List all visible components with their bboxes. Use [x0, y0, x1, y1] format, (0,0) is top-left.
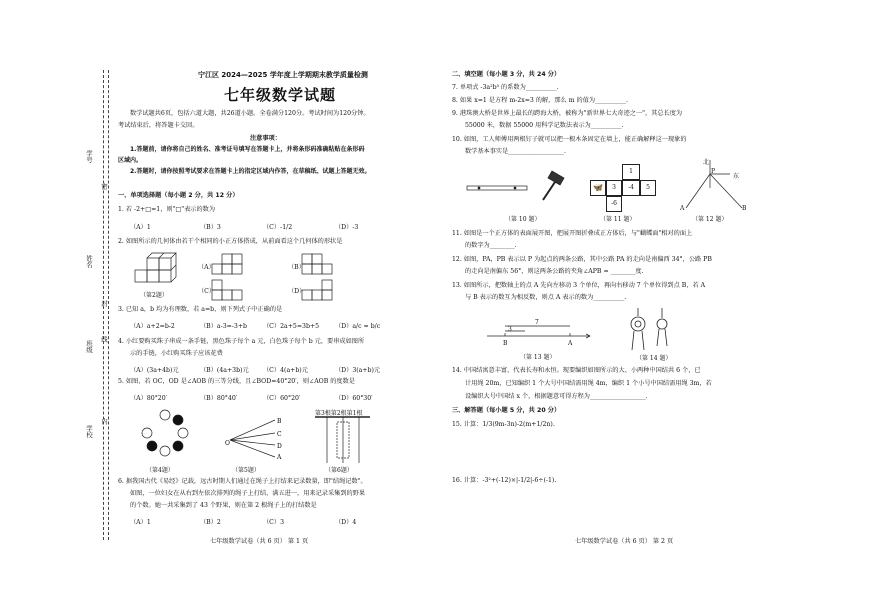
- question-4-line-1: 4. 小红要购买珠子串成一条手链，黑色珠子每个 a 元，白色珠子每个 b 元，要串成如图所: [118, 338, 365, 345]
- side-name-label: 姓名: [85, 255, 93, 268]
- exam-header: 宁江区 2024—2025 学年度上学期期末教学质量检测: [198, 71, 368, 79]
- svg-text:C: C: [277, 431, 282, 438]
- q2-view-a: [210, 252, 246, 276]
- q2-view-c: [210, 278, 246, 302]
- notice-2: 2.答题时，请你按照考试要求在答题卡上的指定区域内作答，在草稿纸、试题上答题无效。: [130, 168, 371, 175]
- side-number-label: 学号: [85, 150, 93, 163]
- q1-option-a: （A）1: [130, 224, 151, 231]
- question-14-line-1: 14. 中国结寓意丰富，代表长寿和永恒。现要编织如图所示的大、小两种中国结共 6 个，已: [452, 367, 701, 374]
- question-15: 15. 计算：1/3(9m-3n)-2(m+1/2n).: [452, 421, 555, 428]
- net-face-top: 1: [622, 164, 640, 180]
- side-seal-2: 封: [100, 300, 108, 307]
- question-14-line-3: 设编织大号中国结 x 个，根据题意可得方程为__________________.: [465, 393, 648, 400]
- q5-option-b: （B）80°40′: [200, 395, 238, 402]
- q10-board-hammer-figure: [465, 170, 575, 206]
- q12-north-label: 北: [703, 159, 710, 166]
- q2-option-a: （A）: [198, 264, 215, 271]
- question-8: 8. 如果 x=1 是方程 m-2x=3 的解，那么 m 的值为__________.: [452, 97, 628, 104]
- butterfly-icon: 🦋: [590, 180, 606, 196]
- net-face-neg6: -6: [606, 196, 622, 212]
- question-2: 2. 如图所示的几何体由若干个相同的小正方体搭成，从前面看这个几何体的形状是: [118, 238, 343, 245]
- q5-angle-figure: [225, 415, 285, 460]
- q3-option-b: （B）a-3=-3+b: [200, 323, 247, 330]
- q2-caption: （第2题）: [140, 292, 168, 299]
- side-class-label: 班级: [85, 340, 93, 353]
- q12-a-label: A: [680, 205, 685, 212]
- question-11-line-2: 的数字为________.: [465, 242, 517, 249]
- q3-option-a: （A）a+2=b-2: [130, 323, 175, 330]
- question-6-line-1: 6. 据我国古代《易经》记载，远古时期人们通过在绳子上打结来记录数量，即"结绳记数"。: [118, 478, 367, 485]
- question-6-line-3: 的个数。她一共采集到了 43 个野果，则在第 2 根绳子上的打结数是: [130, 502, 317, 509]
- q4-bracelet-figure: [140, 408, 190, 458]
- q6-option-d: （D）4: [335, 519, 357, 526]
- q6-knot-figure: [315, 416, 370, 464]
- question-12-line-2: 的走向是南偏东 56°，则这两条公路的夹角∠APB = ________度.: [465, 268, 644, 275]
- q12-p-label: P: [711, 168, 716, 175]
- q12-b-label: B: [742, 205, 747, 212]
- q6-option-b: （B）2: [200, 519, 221, 526]
- svg-text:O: O: [225, 440, 230, 447]
- question-14-line-2: 计用绳 20m，已知编织 1 个大号中国结需用绳 4m，编织 1 个小号中国结需用绳 3m，若: [465, 380, 712, 387]
- question-11-line-1: 11. 如图是一个正方体的表面展开图，把展开图折叠成正方体后，与"蝴蝶面"相对的面上: [452, 230, 693, 237]
- q14-knots-figure: [628, 306, 674, 354]
- q1-option-d: （D）-3: [335, 224, 359, 231]
- q12-caption: （第 12 题）: [692, 216, 728, 223]
- svg-text:B: B: [277, 418, 282, 425]
- q2-option-b: （B）: [288, 264, 305, 271]
- q4-option-a: （A）(3a+4b)元: [130, 367, 179, 374]
- q11-caption: （第 11 题）: [600, 216, 636, 223]
- q1-option-b: （B）3: [200, 224, 221, 231]
- question-10-line-2: 数学基本事实是__________________.: [465, 148, 566, 155]
- side-seal-3: 线: [100, 336, 108, 343]
- q6-option-a: （A）1: [130, 519, 151, 526]
- question-13-line-1: 13. 如图所示，把数轴上的点 A 先向左移动 3 个单位，再向右移动 7 个单位得到点 B，若 A: [452, 282, 706, 289]
- right-footer: 七年级数学试卷（共 6 页） 第 2 页: [575, 538, 674, 545]
- q13-seven-label: 7: [535, 319, 539, 326]
- q5-option-d: （D）60°30′: [335, 395, 373, 402]
- notice-1b: 区域内。: [118, 157, 143, 164]
- section-1-heading: 一、单项选择题（每小题 2 分，共 12 分）: [118, 192, 239, 199]
- q1-option-c: （C）-1/2: [263, 224, 293, 231]
- question-3: 3. 已知 a，b 均为有理数，若 a=b，则下列式子中正确的是: [118, 306, 283, 313]
- question-13-line-2: 与 B 表示的数互为相反数，则点 A 表示的数为__________.: [465, 294, 627, 301]
- q5-option-c: （C）60°20′: [263, 395, 301, 402]
- q10-caption: （第 10 题）: [505, 216, 541, 223]
- q12-east-label: 东: [733, 173, 740, 180]
- q3-option-c: （C）2a+5=3b+5: [263, 323, 320, 330]
- q14-caption: （第 14 题）: [636, 355, 672, 362]
- q2-solid-figure: [130, 250, 190, 288]
- left-footer: 七年级数学试卷（共 6 页） 第 1 页: [210, 538, 309, 545]
- section-2-heading: 二、填空题（每小题 3 分，共 24 分）: [452, 71, 561, 78]
- side-seal-1: 密: [100, 183, 108, 190]
- net-face-3: 3: [606, 180, 622, 196]
- q5-caption: （第5题）: [232, 467, 260, 474]
- question-9-line-2: 55000 米，数据 55000 用科学记数法表示为__________.: [465, 122, 624, 129]
- q2-option-c: （C）: [198, 288, 216, 295]
- net-face-neg4: -4: [622, 180, 640, 196]
- q6-rope-header: 第3根第2根第1根: [315, 410, 363, 417]
- q12-roads-figure: [680, 158, 760, 214]
- q13-caption: （第 13 题）: [520, 354, 556, 361]
- q13-number-line: [485, 318, 595, 342]
- question-6-line-2: 如图，一位妇女在从右到左依次排列的绳子上打结，满五进一，用来记录采集到的野果: [130, 490, 366, 497]
- intro-line-2: 考试结束后，将答题卡交回。: [118, 122, 199, 129]
- side-seal-4: 内: [100, 418, 108, 425]
- svg-text:D: D: [277, 443, 282, 450]
- question-1: 1. 若 -2+□=1，则"□"表示的数为: [118, 206, 216, 213]
- q4-option-b: （B）(4a+3b)元: [200, 367, 249, 374]
- question-9-line-1: 9. 港珠澳大桥是世界上最长的跨海大桥，被称为"新世界七大奇迹之一"，其总长度为: [452, 110, 683, 117]
- q5-option-a: （A）80°20′: [130, 395, 168, 402]
- question-4-line-2: 示的手链，小红购买珠子应该花费: [130, 350, 223, 357]
- notice-heading: 注意事项：: [250, 135, 281, 142]
- notice-1a: 1.答题前，请你将自己的姓名、准考证号填写在答题卡上，并将条形码准确粘贴在条形码: [130, 146, 365, 153]
- q2-view-d: [300, 278, 336, 302]
- q4-option-d: （D）3(a+b)元: [335, 367, 381, 374]
- q2-option-d: （D）: [288, 288, 306, 295]
- q13-b-label: B: [503, 340, 508, 347]
- side-school-label: 学校: [85, 425, 93, 438]
- q13-three-label: 3: [508, 326, 512, 333]
- q3-option-d: （D）a/c = b/c: [335, 323, 381, 330]
- svg-text:A: A: [277, 454, 282, 460]
- section-3-heading: 三、解答题（每小题 5 分，共 20 分）: [452, 407, 561, 414]
- intro-line-1: 数学试题共6页，包括六道大题，共26道小题。全卷满分120分。考试时间为120分钟。: [130, 110, 370, 117]
- q4-option-c: （C）4(a+b)元: [263, 367, 308, 374]
- page-title: 七年级数学试题: [224, 86, 337, 104]
- q4-caption: （第4题）: [146, 467, 174, 474]
- q13-a-label: A: [568, 340, 573, 347]
- question-16: 16. 计算：-3²+(-12)×|-1/2|-6÷(-1).: [452, 477, 557, 484]
- q2-view-b: [300, 252, 336, 276]
- question-7: 7. 单项式 -3a²b³ 的系数为__________.: [452, 84, 559, 91]
- q6-option-c: （C）3: [263, 519, 285, 526]
- q11-cube-net: [590, 164, 670, 216]
- question-10-line-1: 10. 如图，工人师傅用两根钉子就可以把一根木条固定在墙上，能正确解释这一现象的: [452, 136, 687, 143]
- question-12-line-1: 12. 如图，PA，PB 表示以 P 为起点的两条公路，其中公路 PA 的走向是南偏西 34°，公路 PB: [452, 256, 712, 263]
- q6-caption: （第6题）: [325, 467, 353, 474]
- question-5: 5. 如图，若 OC，OD 是∠AOB 的三等分线，且∠BOD=40°20′，则∠AOB 的度数是: [118, 378, 355, 385]
- net-face-5: 5: [640, 180, 656, 196]
